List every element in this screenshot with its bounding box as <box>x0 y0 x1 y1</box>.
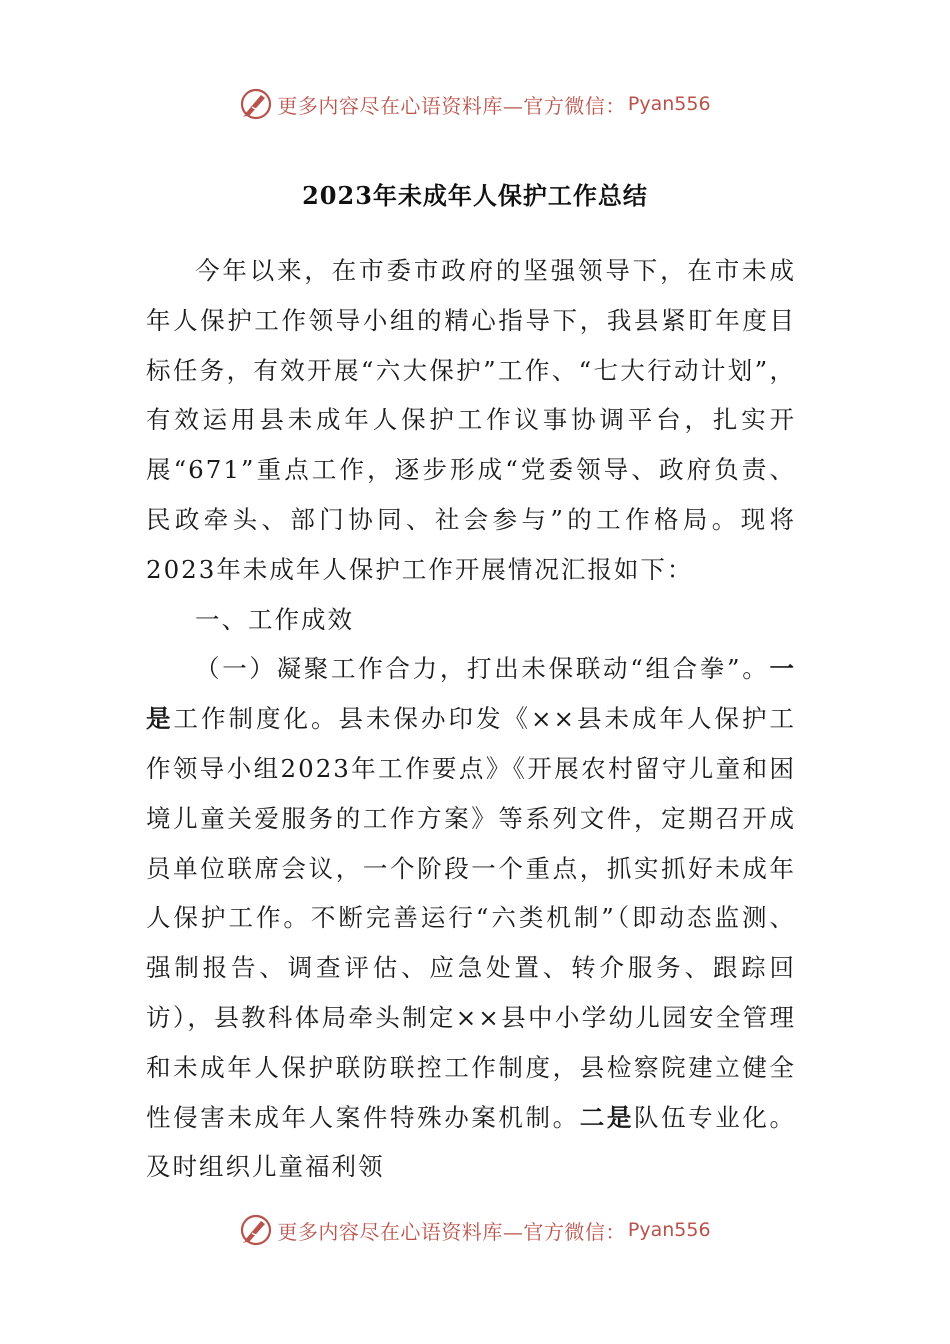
paragraph <box>146 246 796 595</box>
text-run: 队伍专业化。及时组织儿童福利领 <box>146 1102 797 1182</box>
watermark-wechat-id: Pyan556 <box>627 93 711 115</box>
paragraph <box>146 644 796 1192</box>
document-body <box>146 246 796 1192</box>
text-run: 今年以来，在市委市政府的坚强领导下，在市未成年人保护工作领导小组的精心指导下，我县紧盯年度目标任务，有效开展“六大保护”工作、“七大行动计划”，有效运用县未成年人保护工作议事协调平台，扎实开展“671”重点工作，逐步形成“党委领导、政府负责、民政牵头、部门协同、社会参与”的工作格局。现将2023年未成年人保护工作开展情况汇报如下： <box>146 256 796 584</box>
emphasis-run: 一是 <box>146 654 796 734</box>
watermark-header <box>0 84 950 124</box>
text-run: 一、工作成效 <box>195 604 354 634</box>
watermark-text: 更多内容尽在心语资料库—官方微信： <box>277 1219 626 1244</box>
text-run: 工作制度化。县未保办印发《××县未成年人保护工作领导小组2023年工作要点》《开展农村留守儿童和困境儿童关爱服务的工作方案》等系列文件，定期召开成员单位联席会议，一个阶段一个重点，抓实抓好未成年人保护工作。不断完善运行“六类机制”（即动态监测、强制报告、调查评估、应急处置、转介服务、跟踪回访），县教科体局牵头制定××县中小学幼儿园安全管理和未成年人保护联防联控工作制度，县检察院建立健全性侵害未成年人案件特殊办案机制。 <box>146 704 796 1132</box>
text-run: （一）凝聚工作合力，打出未保联动“组合拳”。 <box>195 654 770 684</box>
watermark-text: 更多内容尽在心语资料库—官方微信： <box>277 93 626 118</box>
emphasis-run: 二是 <box>579 1102 634 1132</box>
pen-logo-icon <box>239 1213 273 1247</box>
paragraph <box>146 595 796 645</box>
pen-logo-icon <box>239 87 273 121</box>
document-title: 2023年未成年人保护工作总结 <box>302 181 648 210</box>
watermark-footer <box>0 1210 950 1250</box>
watermark-wechat-id: Pyan556 <box>627 1219 711 1241</box>
